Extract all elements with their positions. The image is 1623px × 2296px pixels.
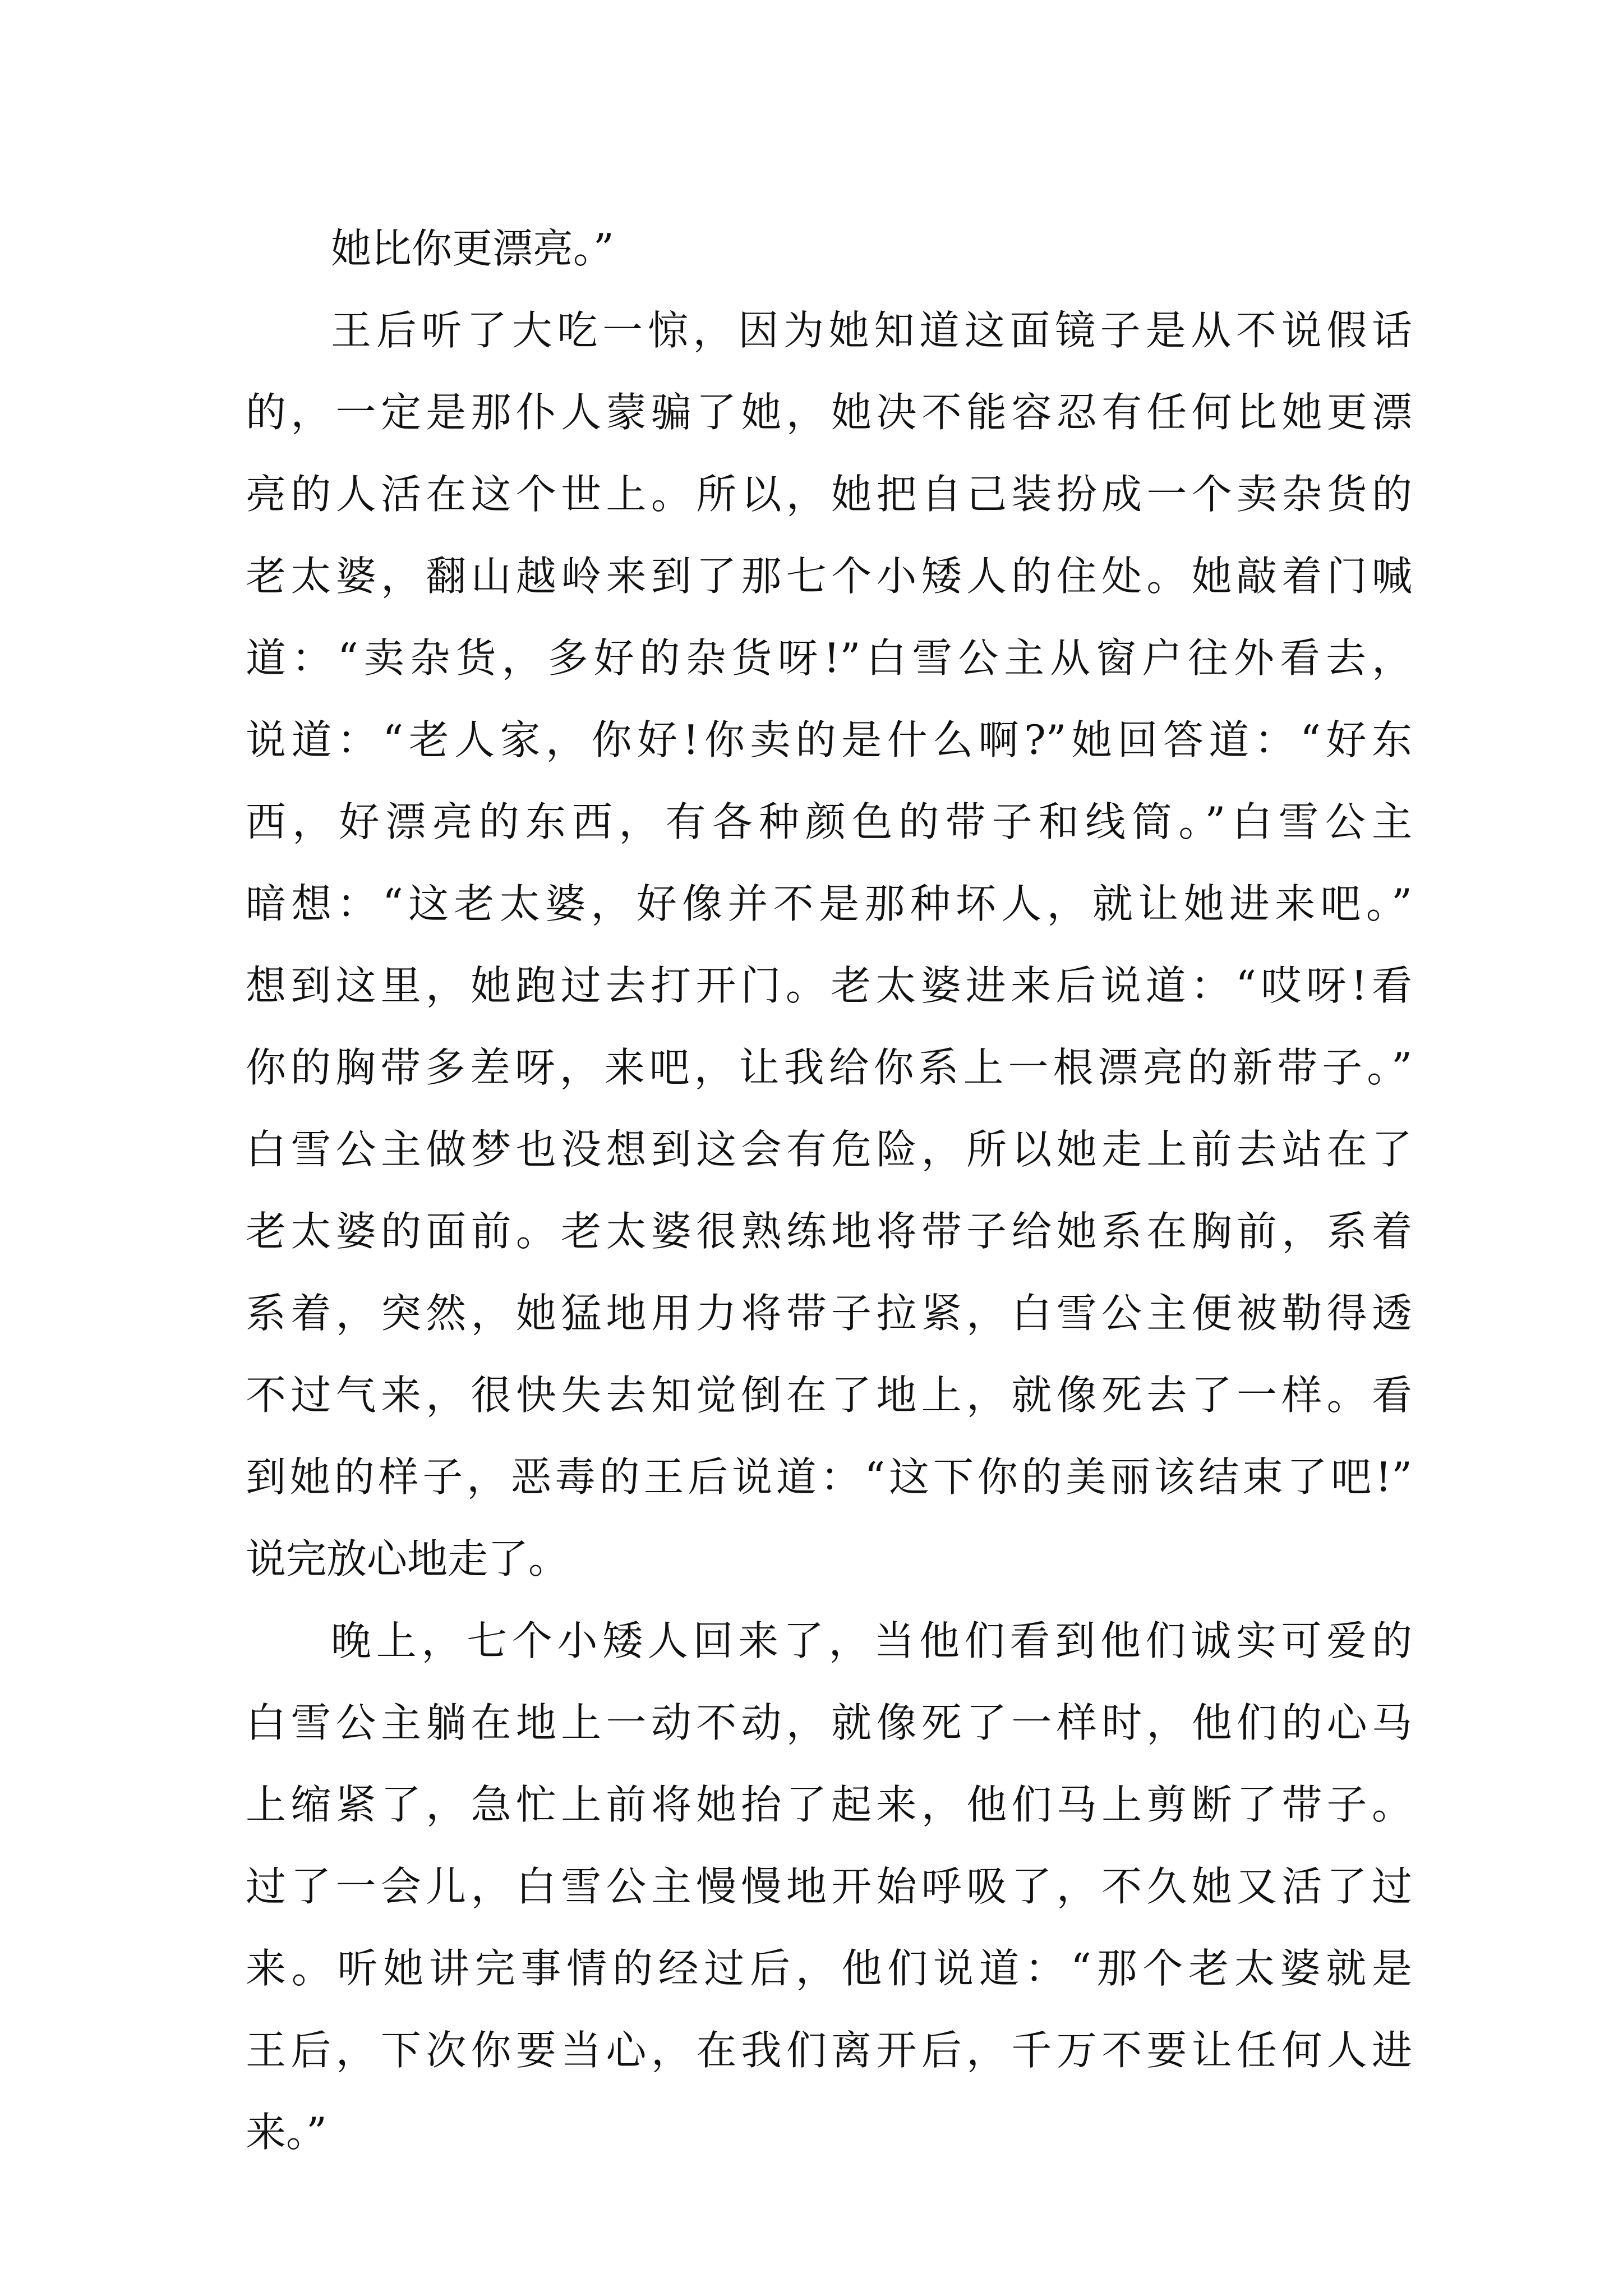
text-line: 想到这里，她跑过去打开门。老太婆进来后说道：“哎呀!看 bbox=[246, 962, 1412, 1009]
text-line: 亮的人活在这个世上。所以，她把自己装扮成一个卖杂货的 bbox=[246, 471, 1412, 518]
text-line: 上缩紧了，急忙上前将她抬了起来，他们马上剪断了带子。 bbox=[246, 1781, 1412, 1828]
text-line: 不过气来，很快失去知觉倒在了地上，就像死去了一样。看 bbox=[246, 1372, 1412, 1419]
text-line: 晚上，七个小矮人回来了，当他们看到他们诚实可爱的 bbox=[331, 1617, 1412, 1664]
text-line: 老太婆，翻山越岭来到了那七个小矮人的住处。她敲着门喊 bbox=[246, 553, 1412, 600]
text-line: 暗想：“这老太婆，好像并不是那种坏人，就让她进来吧。” bbox=[246, 880, 1412, 927]
text-line: 你的胸带多差呀，来吧，让我给你系上一根漂亮的新带子。” bbox=[246, 1044, 1412, 1091]
text-line: 来。听她讲完事情的经过后，他们说道：“那个老太婆就是 bbox=[246, 1945, 1412, 1992]
text-line: 王后听了大吃一惊，因为她知道这面镜子是从不说假话 bbox=[331, 307, 1412, 354]
text-line: 的，一定是那仆人蒙骗了她，她决不能容忍有任何比她更漂 bbox=[246, 389, 1412, 436]
text-line: 系着，突然，她猛地用力将带子拉紧，白雪公主便被勒得透 bbox=[246, 1290, 1412, 1337]
story-text bbox=[246, 208, 1412, 2173]
text-line: 到她的样子，恶毒的王后说道：“这下你的美丽该结束了吧!” bbox=[246, 1453, 1412, 1501]
text-line: 说完放心地走了。 bbox=[246, 1535, 569, 1582]
text-line: 说道：“老人家，你好!你卖的是什么啊?”她回答道：“好东 bbox=[246, 716, 1412, 763]
text-line: 道：“卖杂货，多好的杂货呀!”白雪公主从窗户往外看去， bbox=[246, 634, 1412, 682]
text-line: 白雪公主做梦也没想到这会有危险，所以她走上前去站在了 bbox=[246, 1126, 1412, 1173]
text-line: 她比你更漂亮。” bbox=[331, 225, 614, 272]
text-line: 老太婆的面前。老太婆很熟练地将带子给她系在胸前，系着 bbox=[246, 1208, 1412, 1255]
text-line: 来。” bbox=[246, 2109, 327, 2156]
text-line: 西，好漂亮的东西，有各种颜色的带子和线筒。”白雪公主 bbox=[246, 798, 1412, 845]
text-line: 过了一会儿，白雪公主慢慢地开始呼吸了，不久她又活了过 bbox=[246, 1863, 1412, 1910]
text-line: 白雪公主躺在地上一动不动，就像死了一样时，他们的心马 bbox=[246, 1699, 1412, 1746]
text-line: 王后，下次你要当心，在我们离开后，千万不要让任何人进 bbox=[246, 2027, 1412, 2074]
